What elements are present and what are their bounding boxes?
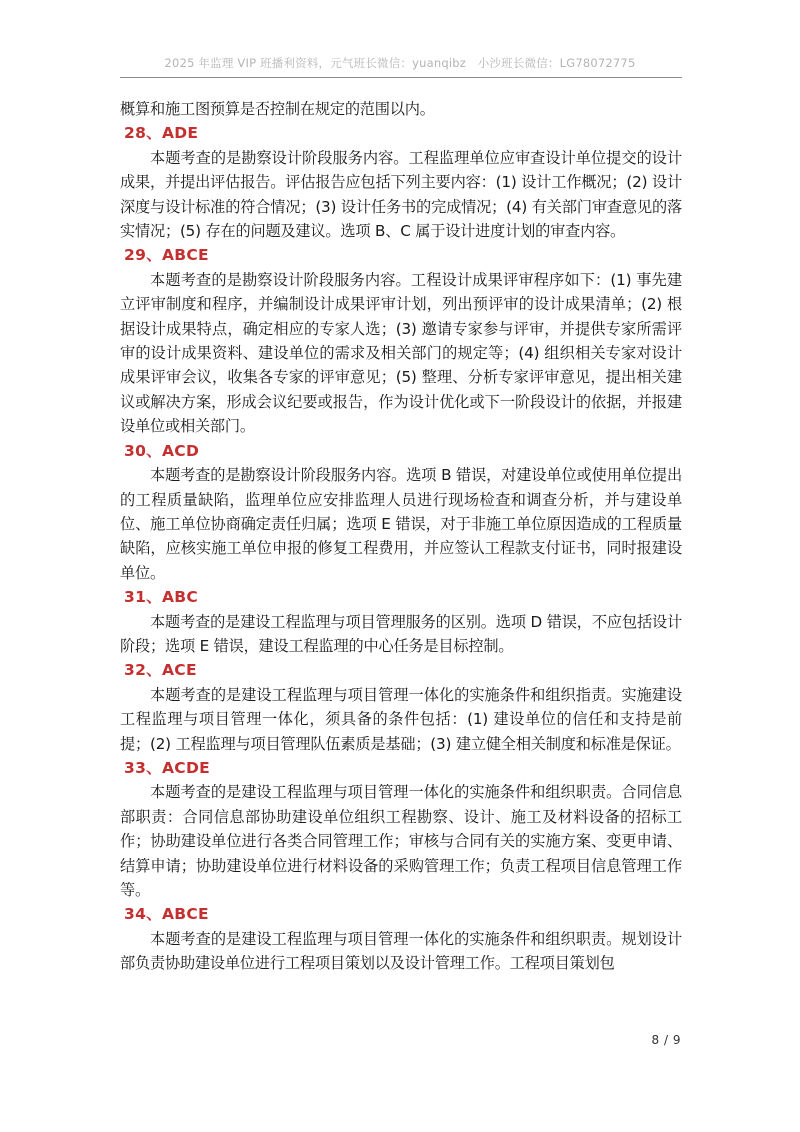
- explanation-paragraph: 本题考查的是建设工程监理与项目管理一体化的实施条件和组织职责。规划设计部负责协助建设单位进行工程项目策划以及设计管理工作。工程项目策划包: [120, 929, 682, 973]
- explanation-paragraph: 本题考查的是建设工程监理与项目管理一体化的实施条件和组织指责。实施建设工程监理与项目管理一体化，须具备的条件包括：(1) 建设单位的信任和支持是前提；(2) 工程监理与项目管理队伍素质是基础；(3) 建立健全相关制度和标准是保证。: [120, 685, 682, 753]
- page-number: 8 / 9: [651, 1033, 681, 1047]
- intro-paragraph: 概算和施工图预算是否控制在规定的范围以内。: [120, 100, 435, 118]
- answer-heading: 32、ACE: [124, 661, 197, 680]
- answer-heading: 29、ABCE: [124, 246, 209, 265]
- answer-heading: 33、ACDE: [124, 758, 210, 777]
- document-body: [120, 97, 682, 976]
- page-header-watermark: 2025 年监理 VIP 班播利资料，元气班长微信：yuanqibz 小沙班长微信：LG78072775: [164, 56, 636, 70]
- explanation-paragraph: 本题考查的是勘察设计阶段服务内容。选项 B 错误，对建设单位或使用单位提出的工程质量缺陷，监理单位应安排监理人员进行现场检查和调查分析，并与建设单位、施工单位协商确定责任归属；选项 E 错误，对于非施工单位原因造成的工程质量缺陷，应核实施工单位申报的修复工程费用，并应签认工程款支付证书，同时报建设单位。: [120, 466, 682, 582]
- answer-heading: 34、ABCE: [124, 905, 209, 924]
- explanation-paragraph: 本题考查的是建设工程监理与项目管理一体化的实施条件和组织职责。合同信息部职责：合同信息部协助建设单位组织工程勘察、设计、施工及材料设备的招标工作；协助建设单位进行各类合同管理工作；审核与合同有关的实施方案、变更申请、结算申请；协助建设单位进行材料设备的采购管理工作；负责工程项目信息管理工作等。: [120, 783, 682, 899]
- explanation-paragraph: 本题考查的是勘察设计阶段服务内容。工程设计成果评审程序如下：(1) 事先建立评审制度和程序，并编制设计成果评审计划，列出预评审的设计成果清单；(2) 根据设计成果特点，确定相应的专家人选；(3) 邀请专家参与评审，并提供专家所需评审的设计成果资料、建设单位的需求及相关部门的规定等；(4) 组织相关专家对设计成果评审会议，收集各专家的评审意见；(5) 整理、分析专家评审意见，提出相关建议或解决方案，形成会议纪要或报告，作为设计优化或下一阶段设计的依据，并报建设单位或相关部门。: [120, 270, 682, 436]
- explanation-paragraph: 本题考查的是勘察设计阶段服务内容。工程监理单位应审查设计单位提交的设计成果，并提出评估报告。评估报告应包括下列主要内容：(1) 设计工作概况；(2) 设计深度与设计标准的符合情况；(3) 设计任务书的完成情况；(4) 有关部门审查意见的落实情况；(5) 存在的问题及建议。选项 B、C 属于设计进度计划的审查内容。: [120, 148, 682, 241]
- answer-heading: 28、ADE: [124, 124, 199, 143]
- explanation-paragraph: 本题考查的是建设工程监理与项目管理服务的区别。选项 D 错误，不应包括设计阶段；选项 E 错误，建设工程监理的中心任务是目标控制。: [120, 612, 682, 655]
- answer-heading: 31、ABC: [124, 588, 199, 607]
- header-divider: [120, 77, 682, 78]
- answer-heading: 30、ACD: [124, 441, 200, 460]
